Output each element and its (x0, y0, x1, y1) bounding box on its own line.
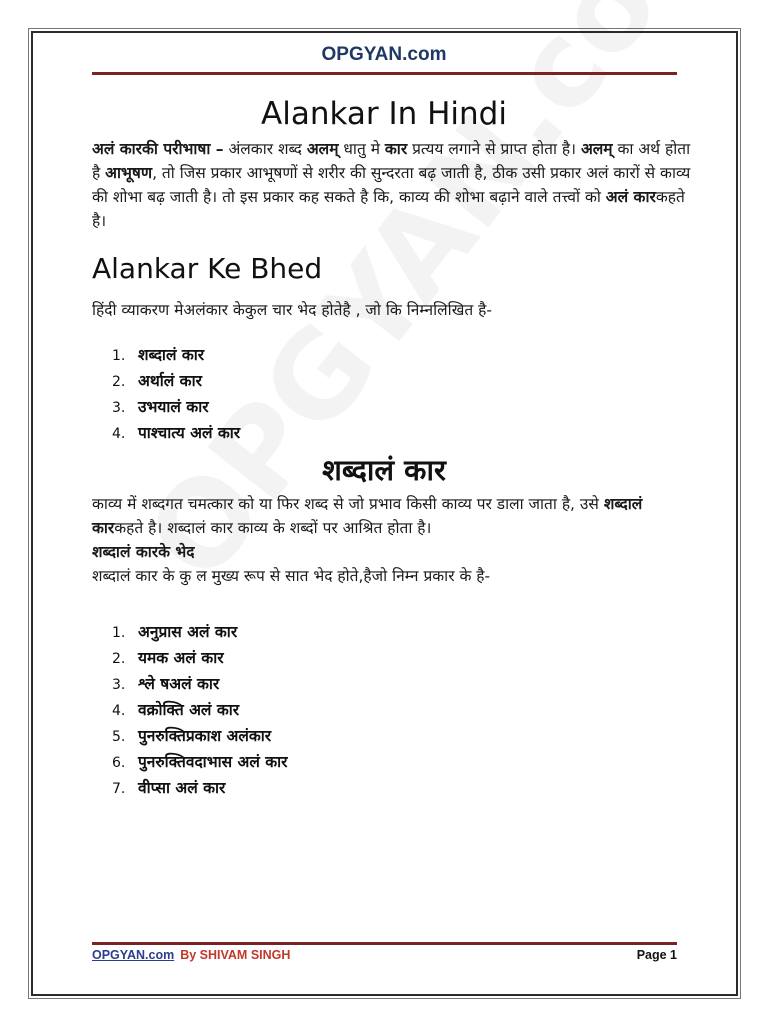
definition-term: अलम् (306, 140, 339, 158)
footer-site-link[interactable]: OPGYAN.com (92, 948, 175, 962)
list-label: उभयालं कार (138, 398, 209, 416)
definition-text: कहते है। (92, 188, 685, 230)
list-number: 6. (112, 755, 126, 771)
footer-credit (92, 948, 290, 962)
list-label: वक्रोक्ति अलं कार (138, 701, 240, 719)
definition-text: धातु मे (338, 140, 385, 158)
header-brand: OPGYAN.com (321, 44, 447, 65)
list-item (112, 619, 288, 645)
list-label: अर्थालं कार (138, 372, 202, 390)
shabda-heading: शब्दालं कार (322, 453, 446, 487)
list-item (112, 697, 288, 723)
bhed-list (112, 342, 240, 446)
definition-term: कार (384, 140, 408, 158)
list-label: पुनरुक्तिप्रकाश अलंकार (138, 727, 272, 745)
definition-label: अलं कारकी परीभाषा – (92, 140, 224, 158)
list-item (112, 368, 240, 394)
shabda-text: काव्य में शब्दगत चमत्कार को या फिर शब्द से जो प्रभाव किसी काव्य पर डाला जाता है, उसे (92, 495, 604, 513)
list-number: 1. (112, 348, 126, 364)
list-number: 7. (112, 781, 126, 797)
bhed-heading: Alankar Ke Bhed (92, 252, 323, 285)
definition-term: आभूषण (105, 164, 153, 182)
page-title: Alankar In Hindi (261, 96, 507, 132)
definition-text: , तो जिस प्रकार आभूषणों से शरीर की सुन्दरता बढ़ जाती है, ठीक उसी प्रकार अलं कारों से काव्य की शोभा बढ़ जाती है। तो इस प्रकार कह सकते है कि, काव्य की शोभा बढ़ाने वाले तत्त्वों को (92, 164, 691, 206)
shabda-intro: शब्दालं कार के कु ल मुख्य रूप से सात भेद होते,हैजो निम्न प्रकार के है- (92, 567, 491, 585)
page-number: Page 1 (636, 948, 677, 962)
list-number: 5. (112, 729, 126, 745)
list-label: वीप्सा अलं कार (138, 779, 226, 797)
shabda-paragraph (92, 492, 692, 588)
shabda-subheading: शब्दालं कारके भेद (92, 543, 195, 561)
list-item (112, 749, 288, 775)
list-number: 3. (112, 400, 126, 416)
list-number: 4. (112, 703, 126, 719)
definition-text: का अर्थ होता है (92, 140, 691, 182)
list-item (112, 723, 288, 749)
list-label: श्ले षअलं कार (138, 675, 220, 693)
shabda-term: शब्दालं कार (92, 495, 643, 537)
list-number: 2. (112, 651, 126, 667)
list-number: 3. (112, 677, 126, 693)
list-number: 4. (112, 426, 126, 442)
list-label: शब्दालं कार (138, 346, 205, 364)
list-label: अनुप्रास अलं कार (138, 623, 238, 641)
list-item (112, 420, 240, 446)
list-label: यमक अलं कार (138, 649, 224, 667)
definition-term: अलम् (580, 140, 613, 158)
list-item (112, 342, 240, 368)
list-label: पाश्चात्य अलं कार (138, 424, 241, 442)
list-number: 2. (112, 374, 126, 390)
shabda-list (112, 619, 288, 801)
header-divider (92, 72, 677, 75)
list-label: पुनरुक्तिवदाभास अलं कार (138, 753, 288, 771)
definition-text: अंलकार शब्द (223, 140, 307, 158)
list-item (112, 645, 288, 671)
definition-term: अलं कार (605, 188, 656, 206)
list-item (112, 671, 288, 697)
list-number: 1. (112, 625, 126, 641)
footer-author: By SHIVAM SINGH (180, 948, 291, 962)
bhed-intro: हिंदी व्याकरण मेअलंकार केकुल चार भेद होतेहै , जो कि निम्नलिखित है- (92, 301, 492, 319)
definition-text: प्रत्यय लगाने से प्राप्त होता है। (407, 140, 581, 158)
definition-paragraph (92, 137, 692, 233)
footer-divider (92, 942, 677, 945)
shabda-text: कहते है। शब्दालं कार काव्य के शब्दों पर आश्रित होता है। (114, 519, 432, 537)
list-item (112, 394, 240, 420)
list-item (112, 775, 288, 801)
